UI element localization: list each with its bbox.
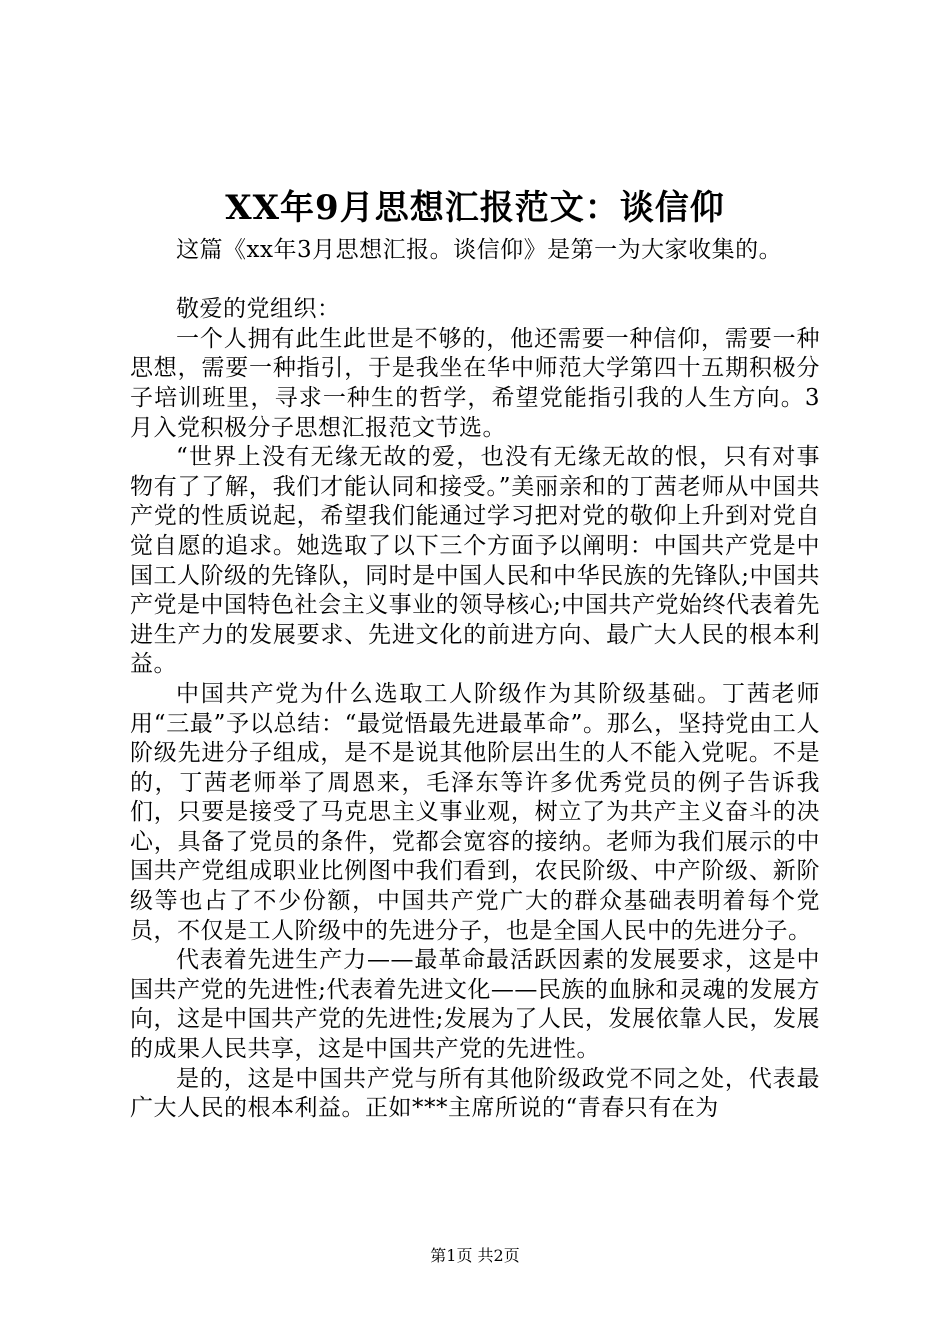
- body-paragraph-4: 代表着先进生产力——最革命最活跃因素的发展要求，这是中国共产党的先进性;代表着先进文化——民族的血脉和灵魂的发展方向，这是中国共产党的先进性;发展为了人民，发展依靠人民，发展的成果人民共享，这是中国共产党的先进性。: [130, 947, 820, 1063]
- document-body: [130, 236, 820, 1124]
- page-footer: 第1页 共2页: [430, 1246, 520, 1265]
- blank-line: [130, 266, 820, 296]
- body-paragraph-2: “世界上没有无缘无故的爱，也没有无缘无故的恨，只有对事物有了了解，我们才能认同和接受。”美丽亲和的丁茜老师从中国共产党的性质说起，希望我们能通过学习把对党的敬仰上升到对党自觉自愿的追求。她选取了以下三个方面予以阐明：中国共产党是中国工人阶级的先锋队，同时是中国人民和中华民族的先锋队;中国共产党是中国特色社会主义事业的领导核心;中国共产党始终代表着先进生产力的发展要求、先进文化的前进方向、最广大人民的根本利益。: [130, 444, 820, 678]
- body-paragraph-3: 中国共产党为什么选取工人阶级作为其阶级基础。丁茜老师用“三最”予以总结：“最觉悟最先进最革命”。那么，坚持党由工人阶级先进分子组成，是不是说其他阶层出生的人不能入党呢。不是的，丁茜老师举了周恩来，毛泽东等许多优秀党员的例子告诉我们，只要是接受了马克思主义事业观，树立了为共产主义奋斗的决心，具备了党员的条件，党都会宽容的接纳。老师为我们展示的中国共产党组成职业比例图中我们看到，农民阶级、中产阶级、新阶级等也占了不少份额，中国共产党广大的群众基础表明着每个党员，不仅是工人阶级中的先进分子，也是全国人民中的先进分子。: [130, 680, 820, 944]
- document-title: XX年9月思想汇报范文：谈信仰: [225, 188, 725, 228]
- intro-paragraph: 这篇《xx年3月思想汇报。谈信仰》是第一为大家收集的。: [176, 237, 783, 263]
- body-paragraph-1: 一个人拥有此生此世是不够的，他还需要一种信仰，需要一种思想，需要一种指引，于是我坐在华中师范大学第四十五期积极分子培训班里，寻求一种生的哲学，希望党能指引我的人生方向。3月入党积极分子思想汇报范文节选。: [130, 325, 820, 441]
- body-paragraph-5: 是的，这是中国共产党与所有其他阶级政党不同之处，代表最广大人民的根本利益。正如***主席所说的“青春只有在为: [130, 1065, 820, 1122]
- salutation: 敬爱的党组织：: [176, 296, 341, 323]
